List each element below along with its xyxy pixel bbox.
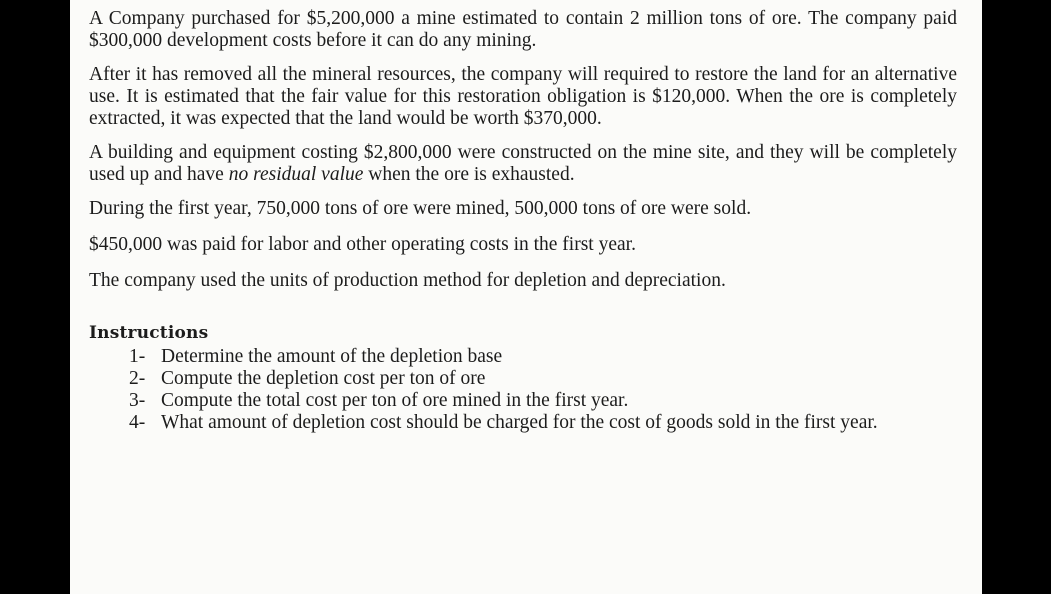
paragraph-method: The company used the units of production method for depletion and depreciation. — [89, 270, 726, 291]
instruction-text: Compute the total cost per ton of ore mined in the first year. — [161, 390, 629, 411]
paragraph-purchase: A Company purchased for $5,200,000 a mine estimated to contain 2 million tons of ore. The company paid $300,000 development costs before it can do any mining. — [89, 8, 957, 51]
paragraph-first-year-mining: During the first year, 750,000 tons of ore were mined, 500,000 tons of ore were sold. — [89, 198, 752, 219]
building-text-start: A building and equipment costing $2,800,000 were constructed on the mine site, and they will be completely used up and have — [89, 142, 957, 185]
instruction-number: 3- — [129, 390, 146, 411]
paragraph-restoration: After it has removed all the mineral resources, the company will required to restore the land for an alternative use. It is estimated that the fair value for this restoration obligation is $120,000. When the ore is completely extracted, it was expected that the land would be worth $370,000. — [89, 64, 957, 129]
instruction-text: What amount of depletion cost should be charged for the cost of goods sold in the first year. — [161, 412, 878, 433]
paragraph-operating-costs: $450,000 was paid for labor and other operating costs in the first year. — [89, 234, 636, 255]
instruction-number: 2- — [129, 368, 146, 389]
instructions-heading: Instructions — [89, 323, 209, 343]
instruction-item — [129, 368, 949, 390]
instruction-item — [129, 390, 949, 412]
paragraph-building — [89, 142, 957, 186]
instruction-item — [129, 346, 949, 368]
document-content — [89, 8, 957, 434]
document-page — [70, 0, 982, 594]
instructions-list — [89, 346, 949, 434]
building-text-end: when the ore is exhausted. — [363, 164, 575, 185]
instruction-number: 4- — [129, 412, 146, 433]
instruction-number: 1- — [129, 346, 146, 367]
instruction-text: Determine the amount of the depletion base — [161, 346, 503, 367]
instruction-item — [129, 412, 949, 434]
residual-value-emphasis: no residual value — [228, 164, 364, 185]
instruction-text: Compute the depletion cost per ton of ore — [161, 368, 486, 389]
